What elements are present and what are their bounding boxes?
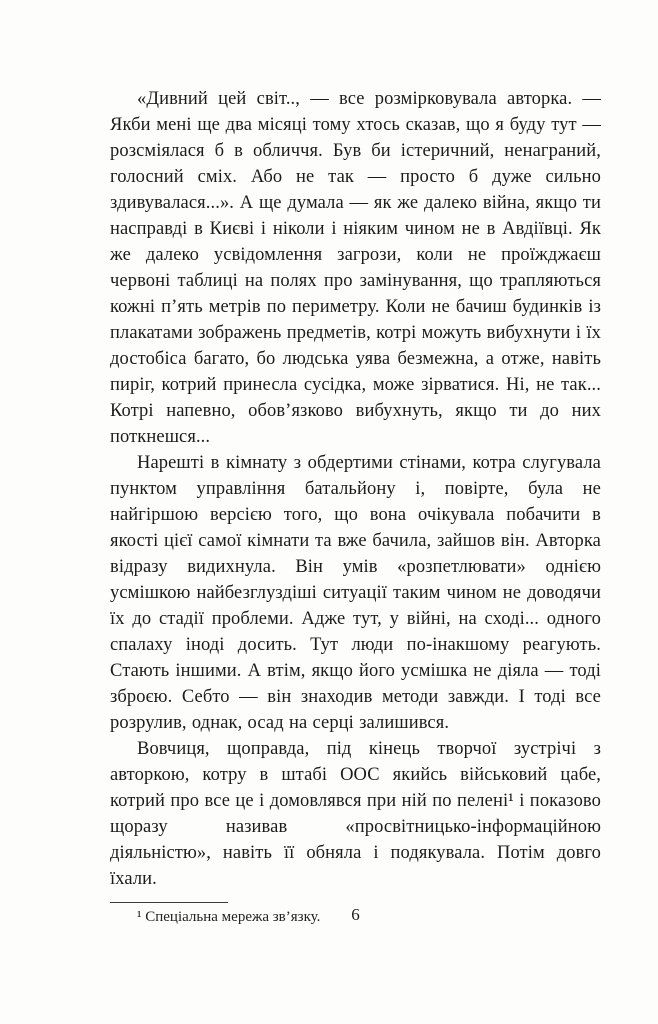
footnote: ¹ Спеціальна мережа зв’язку. — [137, 909, 321, 925]
paragraph-1: «Дивний цей світ.., — все розмірковувала авторка. — Якби мені ще два місяці тому хтось сказав, що я буду тут — розсміялася б в обличчя. Був би істеричний, ненаграний, голосний сміх. Або не так — просто б дуже сильно здивувалася...». А ще думала — як же далеко війна, якщо ти насправді в Києві і ніколи і ніяким чином не в Авдіївці. Як же далеко усвідомлення загрози, коли не проїжджаєш червоні таблиці на полях про замінування, що трапляються кожні п’ять метрів по периметру. Коли не бачиш будинків із плакатами зображень предметів, котрі можуть вибухнути і їх достобіса багато, бо людська уява безмежна, а отже, навіть пиріг, котрий принесла сусідка, може зірватися. Ні, не так... Котрі напевно, обов’язково вибухнуть, якщо ти до них поткнешся... — [110, 89, 601, 447]
body-text — [110, 86, 601, 892]
footnote-divider — [110, 902, 228, 903]
page-number: 6 — [351, 905, 360, 924]
paragraph-3: Вовчиця, щоправда, під кінець творчої зустрічі з авторкою, котру в штабі ООС якийсь військовий цабе, котрий про все це і домовлявся при ній по пелені¹ і показово щоразу називав «просвітницько-інформаційною діяльністю», навіть її обняла і подякувала. Потім довго їхали. — [110, 739, 601, 889]
paragraph-2: Нарешті в кімнату з обдертими стінами, котра слугувала пунктом управління батальйону і, повірте, була не найгіршою версією того, що вона очікувала побачити в якості цієї самої кімнати та вже бачила, зайшов він. Авторка відразу видихнула. Він умів «розпетлювати» однією усмішкою найбезглуздіші ситуації таким чином не доводячи їх до стадії проблеми. Адже тут, у війні, на сході... одного спалаху іноді досить. Тут люди по-інакшому реагують. Стають іншими. А втім, якщо його усмішка не діяла — тоді зброєю. Себто — він знаходив методи завжди. І тоді все розрулив, однак, осад на серці залишився. — [110, 453, 601, 733]
